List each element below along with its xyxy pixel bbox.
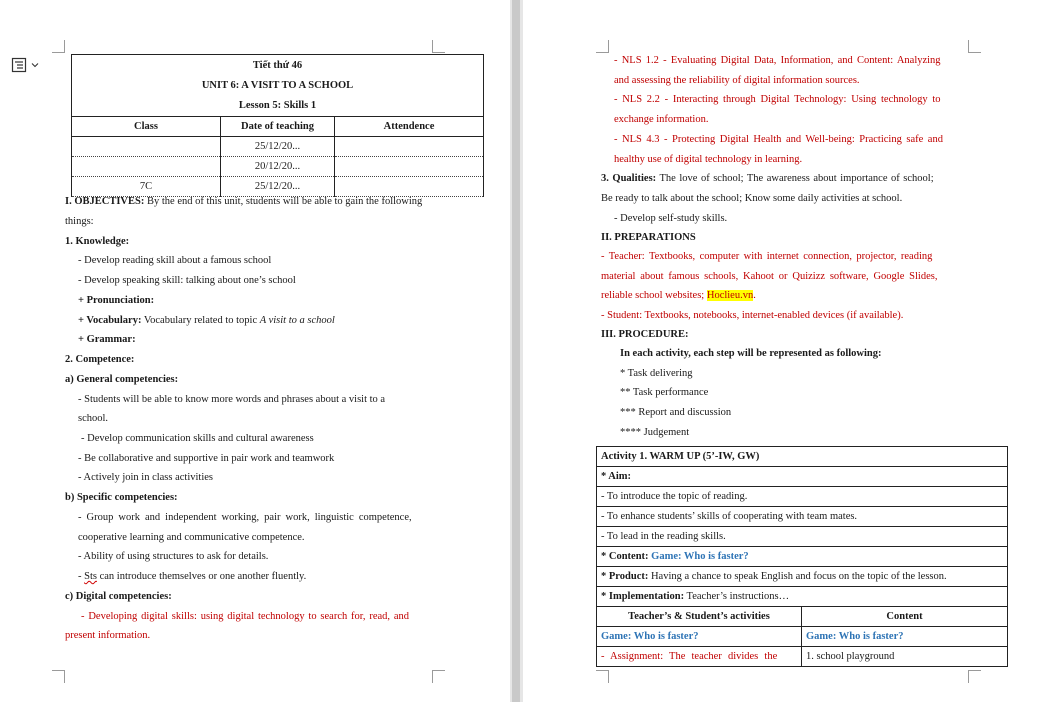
objectives-continued: things: (65, 216, 94, 227)
teacher-preparation-end: . (753, 290, 756, 301)
objectives-line (65, 196, 422, 207)
objectives-heading: I. OBJECTIVES: (65, 196, 145, 207)
aim-label: * Aim: (597, 467, 1008, 487)
qualities-continued: Be ready to talk about the school; Know some daily activities at school. (601, 193, 903, 204)
period-number: Tiết thứ 46 (252, 59, 303, 71)
column-header-content: Content (802, 607, 1008, 627)
attendance-cell (335, 137, 484, 157)
vertical-scrollbar[interactable] (512, 0, 520, 702)
game-title-left: Game: Who is faster? (597, 627, 802, 647)
objectives-text: By the end of this unit, students will be able to gain the following (144, 196, 423, 207)
vocabulary-topic: A visit to a school (259, 315, 335, 326)
corner-mark (52, 40, 65, 53)
procedure-intro: In each activity, each step will be represented as following: (620, 348, 882, 359)
implementation-label: * Implementation: (601, 591, 685, 602)
implementation-text: Teacher’s instructions… (684, 591, 790, 602)
qualities-line (601, 173, 934, 184)
product-label: * Product: (601, 571, 649, 582)
column-header-class: Class (72, 117, 221, 137)
activity-table (596, 446, 1008, 667)
nls-item: healthy use of digital technology in learning. (614, 154, 803, 165)
document-page-left (0, 0, 510, 702)
vocabulary-label: + Vocabulary: (78, 315, 142, 326)
knowledge-item: - Develop reading skill about a famous school (78, 255, 272, 266)
product-text: Having a chance to speak English and focus on the topic of the lesson. (648, 571, 947, 582)
lesson-title-cell (72, 55, 484, 117)
corner-mark (968, 40, 981, 53)
specific-competency-item: cooperative learning and communicative competence. (78, 532, 305, 543)
general-competency-item: - Students will be able to know more words and phrases about a visit to a (78, 394, 386, 405)
student-preparation: - Student: Textbooks, notebooks, internet-enabled devices (if available). (601, 310, 904, 321)
class-cell (72, 157, 221, 177)
attendance-cell (335, 157, 484, 177)
teacher-preparation: material about famous schools, Kahoot or Quizizz software, Google Slides, (601, 271, 938, 282)
procedure-step: *** Report and discussion (620, 407, 732, 418)
general-competencies-heading: a) General competencies: (65, 374, 179, 385)
content-game: Game: Who is faster? (651, 551, 749, 562)
unit-title: UNIT 6: A VISIT TO A SCHOOL (201, 79, 354, 91)
aim-item: - To lead in the reading skills. (597, 527, 1008, 547)
digital-competency-item: - Developing digital skills: using digital technology to search for, read, and (81, 611, 409, 622)
column-header-date: Date of teaching (221, 117, 335, 137)
product-row (597, 567, 1008, 587)
page-gutter (510, 0, 523, 702)
qualities-heading: 3. Qualities: (601, 173, 657, 184)
competence-heading: 2. Competence: (65, 354, 135, 365)
nls-item: - NLS 1.2 - Evaluating Digital Data, Information, and Content: Analyzing (614, 55, 941, 66)
general-competency-item: - Actively join in class activities (78, 472, 214, 483)
corner-mark (968, 670, 981, 683)
date-cell: 25/12/20... (221, 177, 335, 197)
specific-competency-item: - Group work and independent working, pair work, linguistic competence, (78, 512, 412, 523)
specific-competencies-heading: b) Specific competencies: (65, 492, 178, 503)
knowledge-heading: 1. Knowledge: (65, 236, 130, 247)
navigation-pane-button[interactable] (10, 54, 46, 76)
teacher-preparation-text: reliable school websites; (601, 290, 707, 301)
vocabulary-line (78, 315, 335, 326)
general-competency-item: - Be collaborative and supportive in pair work and teamwork (78, 453, 335, 464)
knowledge-item: - Develop speaking skill: talking about one’s school (78, 275, 296, 286)
general-competency-item: - Develop communication skills and cultural awareness (81, 433, 314, 444)
assignment-text: - Assignment: The teacher divides the (597, 647, 802, 667)
qualities-text: The love of school; The awareness about importance of school; (656, 173, 934, 184)
corner-mark (596, 670, 609, 683)
digital-competency-item: present information. (65, 630, 151, 641)
procedure-heading: III. PROCEDURE: (601, 329, 689, 340)
column-header-activities: Teacher’s & Student’s activities (597, 607, 802, 627)
corner-mark (596, 40, 609, 53)
class-cell (72, 137, 221, 157)
nls-item: - NLS 2.2 - Interacting through Digital Technology: Using technology to (614, 94, 941, 105)
specific-competency-item: - Ability of using structures to ask for details. (78, 551, 269, 562)
table-row (72, 177, 484, 197)
pronunciation-label: + Pronunciation: (78, 295, 155, 306)
corner-mark (432, 40, 445, 53)
table-row (72, 157, 484, 177)
procedure-step: **** Judgement (620, 427, 690, 438)
spelling-flagged-word[interactable]: Sts (84, 571, 97, 582)
procedure-step: ** Task performance (620, 387, 709, 398)
procedure-step: * Task delivering (620, 368, 693, 379)
date-cell: 20/12/20... (221, 157, 335, 177)
attendance-cell (335, 177, 484, 197)
lesson-header-table (71, 54, 484, 197)
chevron-down-icon (31, 61, 39, 69)
corner-mark (432, 670, 445, 683)
implementation-row (597, 587, 1008, 607)
item-text: can introduce themselves or one another fluently. (96, 571, 307, 582)
class-cell: 7C (72, 177, 221, 197)
table-row (72, 137, 484, 157)
teacher-preparation: - Teacher: Textbooks, computer with internet connection, projector, reading (601, 251, 933, 262)
item-dash: - (78, 571, 85, 582)
digital-competencies-heading: c) Digital competencies: (65, 591, 172, 602)
general-competency-item: school. (78, 413, 109, 424)
corner-mark (52, 670, 65, 683)
content-item: 1. school playground (802, 647, 1008, 667)
highlighted-link[interactable]: Hoclieu.vn (706, 290, 754, 301)
specific-competency-item (78, 571, 306, 582)
nls-item: - NLS 4.3 - Protecting Digital Health and Well-being: Practicing safe and (614, 134, 943, 145)
activity-title: Activity 1. WARM UP (5’-IW, GW) (597, 447, 1008, 467)
content-row (597, 547, 1008, 567)
teacher-preparation (601, 290, 756, 301)
vocabulary-text: Vocabulary related to topic (141, 315, 260, 326)
lesson-title: Lesson 5: Skills 1 (238, 99, 317, 111)
aim-item: - To enhance students’ skills of cooperating with team mates. (597, 507, 1008, 527)
navigation-pane-icon (10, 56, 28, 74)
game-title-right: Game: Who is faster? (802, 627, 1008, 647)
nls-item: and assessing the reliability of digital information sources. (614, 75, 860, 86)
content-label: * Content: (601, 551, 652, 562)
date-cell: 25/12/20... (221, 137, 335, 157)
column-header-attendance: Attendence (335, 117, 484, 137)
grammar-label: + Grammar: (78, 334, 136, 345)
nls-item: exchange information. (614, 114, 709, 125)
preparations-heading: II. PREPARATIONS (601, 232, 696, 243)
aim-item: - To introduce the topic of reading. (597, 487, 1008, 507)
qualities-item: - Develop self-study skills. (614, 213, 728, 224)
